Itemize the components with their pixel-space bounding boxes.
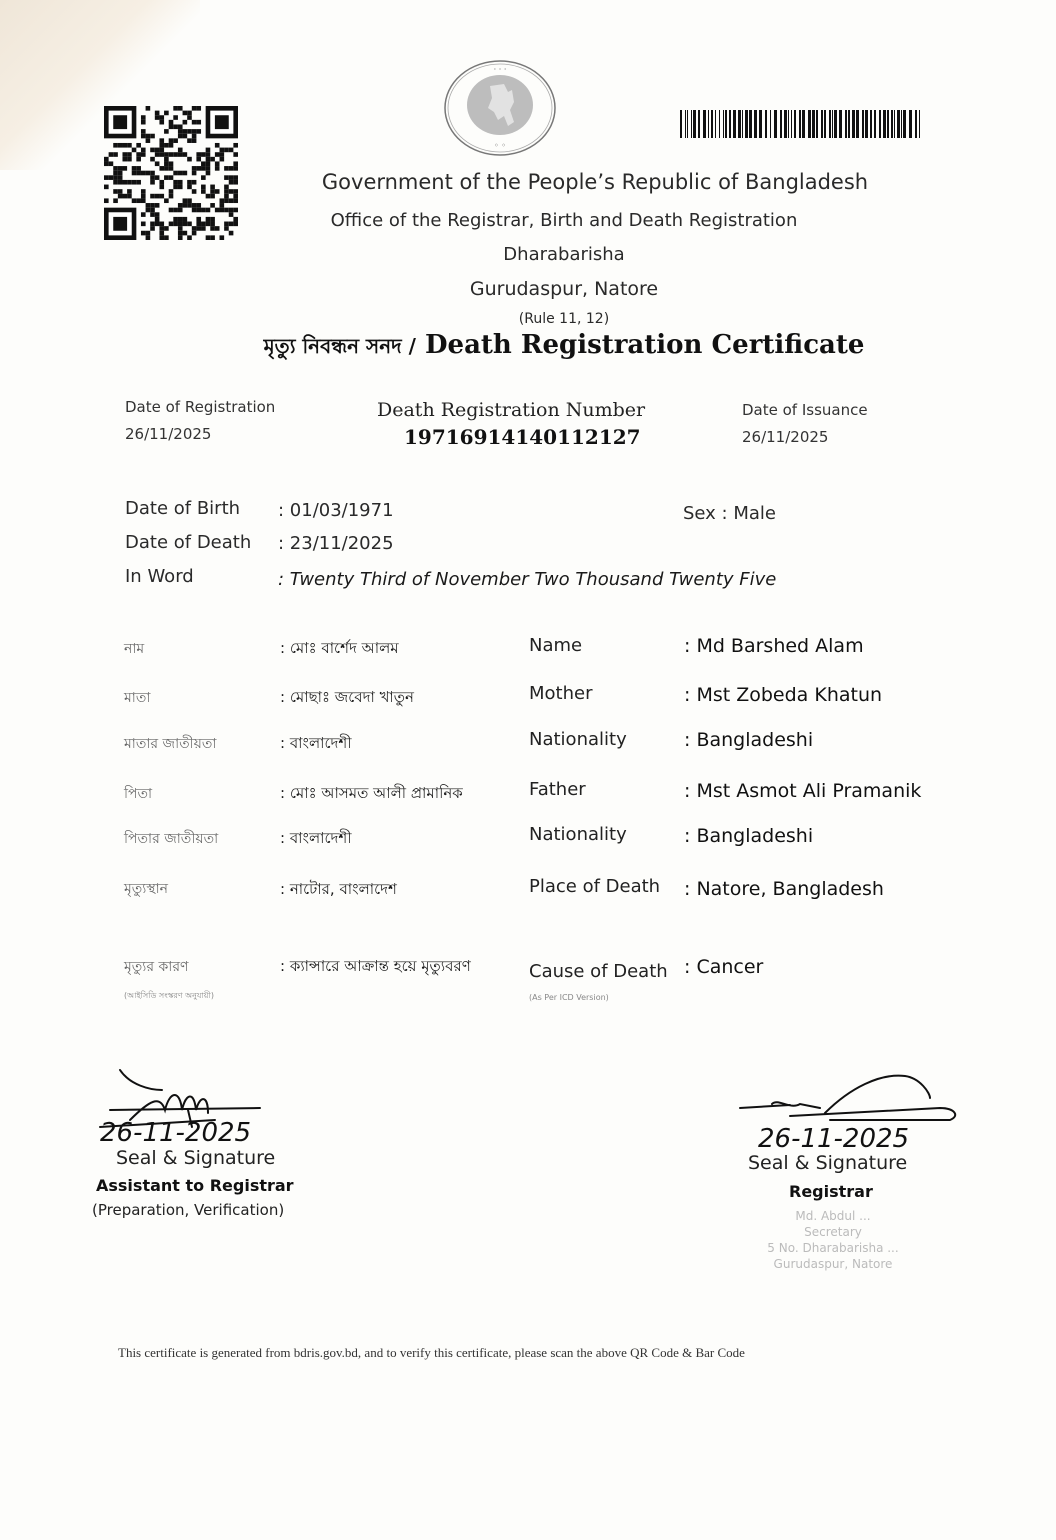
en-value-mother-nationality: : Bangladeshi	[684, 729, 814, 751]
date-of-registration-label: Date of Registration	[125, 398, 276, 416]
svg-text:◦ ◦: ◦ ◦	[494, 141, 506, 150]
en-label-father-nationality: Nationality	[529, 824, 627, 845]
dod-value: : 23/11/2025	[278, 533, 394, 554]
bn-label-father: পিতা	[124, 786, 153, 802]
bn-value-mother: : মোছাঃ জবেদা খাতুন	[280, 688, 414, 706]
en-value-father-nationality: : Bangladeshi	[684, 825, 814, 847]
date-of-issuance-label: Date of Issuance	[742, 401, 868, 419]
en-value-father: : Mst Asmot Ali Pramanik	[684, 780, 922, 802]
bn-value-mother-nationality: : বাংলাদেশী	[280, 734, 352, 752]
dob-value: : 01/03/1971	[278, 500, 394, 521]
registrar-role: Registrar	[789, 1182, 873, 1201]
title-bengali: মৃত্যু নিবন্ধন সনদ /	[263, 334, 416, 358]
en-label-mother: Mother	[529, 683, 593, 704]
in-word-value: : Twenty Third of November Two Thousand Twenty Five	[278, 569, 777, 590]
bn-value-cause: : ক্যান্সারে আক্রান্ত হয়ে মৃত্যুবরণ	[280, 957, 471, 975]
en-label-cause: Cause of Death	[529, 961, 668, 982]
en-note-cause: (As Per ICD Version)	[529, 993, 609, 1002]
registrar-faded-stamp	[728, 1208, 938, 1272]
date-of-registration-value: 26/11/2025	[125, 425, 212, 443]
en-value-cause: : Cancer	[684, 956, 764, 978]
rule-reference: (Rule 11, 12)	[518, 311, 610, 327]
assistant-handwritten-date: 26-11-2025	[100, 1118, 252, 1148]
bn-label-father-nationality: পিতার জাতীয়তা	[124, 831, 219, 847]
office-name: Office of the Registrar, Birth and Death Registration	[330, 210, 798, 231]
bn-label-name: নাম	[124, 641, 145, 657]
en-label-place-of-death: Place of Death	[529, 876, 661, 897]
bn-label-mother: মাতা	[124, 690, 151, 706]
dob-label: Date of Birth	[125, 498, 241, 519]
union-name: Dharabarisha	[503, 244, 625, 265]
en-label-name: Name	[529, 635, 583, 656]
en-value-name: : Md Barshed Alam	[684, 635, 864, 657]
assistant-sub: (Preparation, Verification)	[92, 1201, 285, 1219]
bn-value-place-of-death: : নাটোর, বাংলাদেশ	[280, 880, 397, 898]
en-label-father: Father	[529, 779, 586, 800]
bn-label-cause: মৃত্যুর কারণ	[124, 959, 189, 975]
stamp-line: Secretary	[804, 1225, 862, 1239]
assistant-seal-label: Seal & Signature	[116, 1147, 276, 1169]
stamp-line: 5 No. Dharabarisha ...	[767, 1241, 899, 1255]
stamp-line: Md. Abdul ...	[795, 1209, 871, 1223]
en-value-mother: : Mst Zobeda Khatun	[684, 684, 883, 706]
registrar-handwritten-date: 26-11-2025	[758, 1124, 910, 1154]
verification-footer: This certificate is generated from bdris.gov.bd, and to verify this certificate, please scan the above QR Code & Bar Code	[118, 1345, 745, 1360]
upazila-district: Gurudaspur, Natore	[469, 278, 659, 300]
date-of-issuance-value: 26/11/2025	[742, 428, 829, 446]
sex-value: Sex : Male	[683, 503, 776, 524]
svg-text:· · ·: · · ·	[493, 65, 507, 74]
certificate-title	[0, 330, 1056, 365]
stamp-line: Gurudaspur, Natore	[773, 1257, 893, 1271]
bn-value-father-nationality: : বাংলাদেশী	[280, 829, 352, 847]
government-seal-icon	[442, 58, 558, 158]
government-name: Government of the People’s Republic of Bangladesh	[321, 170, 869, 194]
bn-value-father: : মোঃ আসমত আলী প্রামানিক	[280, 784, 463, 802]
in-word-label: In Word	[125, 566, 194, 587]
en-value-place-of-death: : Natore, Bangladesh	[684, 878, 884, 900]
barcode[interactable]	[680, 110, 922, 138]
registrar-seal-label: Seal & Signature	[748, 1152, 908, 1174]
bn-label-place-of-death: মৃত্যুস্থান	[124, 881, 169, 897]
bn-note-cause: (আইসিডি সংস্করণ অনুযায়ী)	[124, 991, 214, 1000]
registration-number-value: 19716914140112127	[404, 425, 641, 449]
en-label-mother-nationality: Nationality	[529, 729, 627, 750]
title-english: Death Registration Certificate	[424, 330, 865, 360]
assistant-role: Assistant to Registrar	[96, 1176, 294, 1195]
registration-number-label: Death Registration Number	[377, 399, 646, 421]
dod-label: Date of Death	[125, 532, 252, 553]
bn-value-name: : মোঃ বার্শেদ আলম	[280, 639, 399, 657]
bn-label-mother-nationality: মাতার জাতীয়তা	[124, 736, 217, 752]
